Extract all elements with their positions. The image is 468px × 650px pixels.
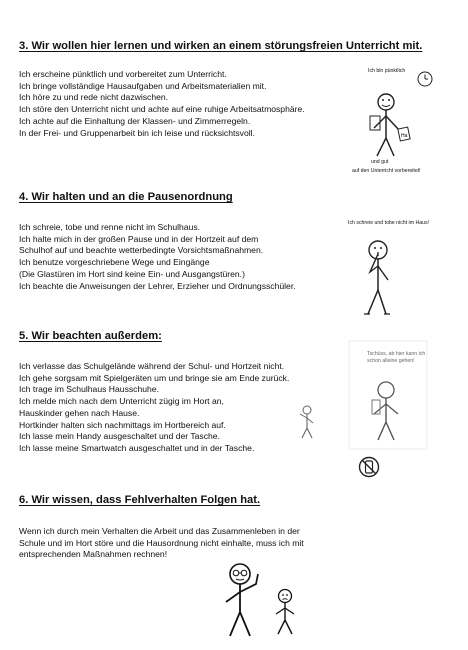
phone-off-caption-1: Tschüss, ab hier kann ich	[367, 351, 426, 357]
rule-line: Ich achte auf die Einhaltung der Klassen- und Zimmerregeln.	[19, 115, 251, 126]
rule-line: Ich melde mich nach dem Unterricht zügig im Hort an,	[19, 396, 224, 407]
quiet-illustration	[348, 228, 408, 324]
quiet-caption: Ich schreie und tobe nicht im Haus!	[348, 220, 430, 226]
rule-line: Hauskinder gehen nach Hause.	[19, 407, 140, 418]
rule-line: Schule und im Hort störe und die Hausordnung nicht einhalte, muss ich mit	[19, 537, 304, 548]
punctual-caption: Ich bin pünktlich	[368, 68, 406, 74]
rule-line: (Die Glastüren im Hort sind keine Ein- und Ausgangstüren.)	[19, 268, 245, 279]
consequences-illustration	[210, 562, 310, 640]
stick-figure-student	[362, 66, 440, 170]
punctual-caption-bottom: auf den Unterricht vorbereitet!	[352, 168, 421, 174]
rule-line: Ich erscheine pünktlich und vorbereitet zum Unterricht.	[19, 69, 227, 79]
punctual-caption-mid: und gut	[371, 159, 389, 165]
section-6-text	[19, 526, 304, 561]
section-4-text	[19, 222, 296, 292]
rule-line: Wenn ich durch mein Verhalten die Arbeit und das Zusammenleben in der	[19, 526, 300, 536]
stick-figure-teacher	[226, 564, 258, 636]
rule-line: In der Frei- und Gruppenarbeit bin ich leise und rücksichtsvoll.	[19, 127, 255, 138]
rule-line: Ich bringe vollständige Hausaufgaben und Arbeitsmaterialien mit.	[19, 80, 267, 91]
rule-line: Ich lasse mein Handy ausgeschaltet und der Tasche.	[19, 431, 220, 442]
svg-text:Ha: Ha	[401, 133, 408, 139]
clock-icon	[418, 72, 432, 86]
small-waving-figure	[296, 404, 318, 440]
rule-line: Ich beachte die Anweisungen der Lehrer, Erzieher und Ordnungsschüler.	[19, 280, 296, 291]
rule-line: Ich verlasse das Schulgelände während der Schul- und Hortzeit nicht.	[19, 361, 285, 371]
rule-line: Ich trage im Schulhaus Hausschuhe.	[19, 384, 159, 395]
section-5-text	[19, 361, 289, 455]
stick-figure-child	[276, 590, 294, 635]
rule-line: Ich benutze vorgeschriebene Wege und Eingänge	[19, 257, 210, 268]
rule-line: Ich gehe sorgsam mit Spielgeräten um und bringe sie am Ende zurück.	[19, 372, 290, 383]
rule-line: Ich schreie, tobe und renne nicht im Schulhaus.	[19, 222, 201, 232]
section-5-heading: 5. Wir beachten außerdem:	[19, 330, 162, 342]
rule-line: Schulhof auf und beachte wetterbedingte Vorsichtsmaßnahmen.	[19, 245, 264, 256]
punctual-illustration	[362, 66, 440, 170]
stick-figure-shushing	[348, 228, 408, 324]
rule-line: Ich störe den Unterricht nicht und achte auf eine ruhige Arbeitsatmosphäre.	[19, 104, 305, 115]
no-phone-icon	[358, 456, 380, 478]
rule-line: Ich halte mich in der großen Pause und in der Hortzeit auf dem	[19, 233, 259, 244]
rule-line: Ich höre zu und rede nicht dazwischen.	[19, 92, 169, 103]
rule-line: entsprechenden Maßnahmen rechnen!	[19, 549, 168, 560]
section-3-text	[19, 69, 305, 139]
section-4-heading: 4. Wir halten und an die Pausenordnung	[19, 191, 233, 203]
rule-line: Ich lasse meine Smartwatch ausgeschaltet und in der Tasche.	[19, 442, 255, 453]
section-3-heading: 3. Wir wollen hier lernen und wirken an einem störungsfreien Unterricht mit.	[19, 40, 423, 52]
phone-off-caption-2: schon alleine gehen!	[367, 358, 415, 364]
rule-line: Hortkinder halten sich nachmittags im Hortbereich auf.	[19, 419, 226, 430]
section-6-heading: 6. Wir wissen, dass Fehlverhalten Folgen hat.	[19, 494, 261, 506]
